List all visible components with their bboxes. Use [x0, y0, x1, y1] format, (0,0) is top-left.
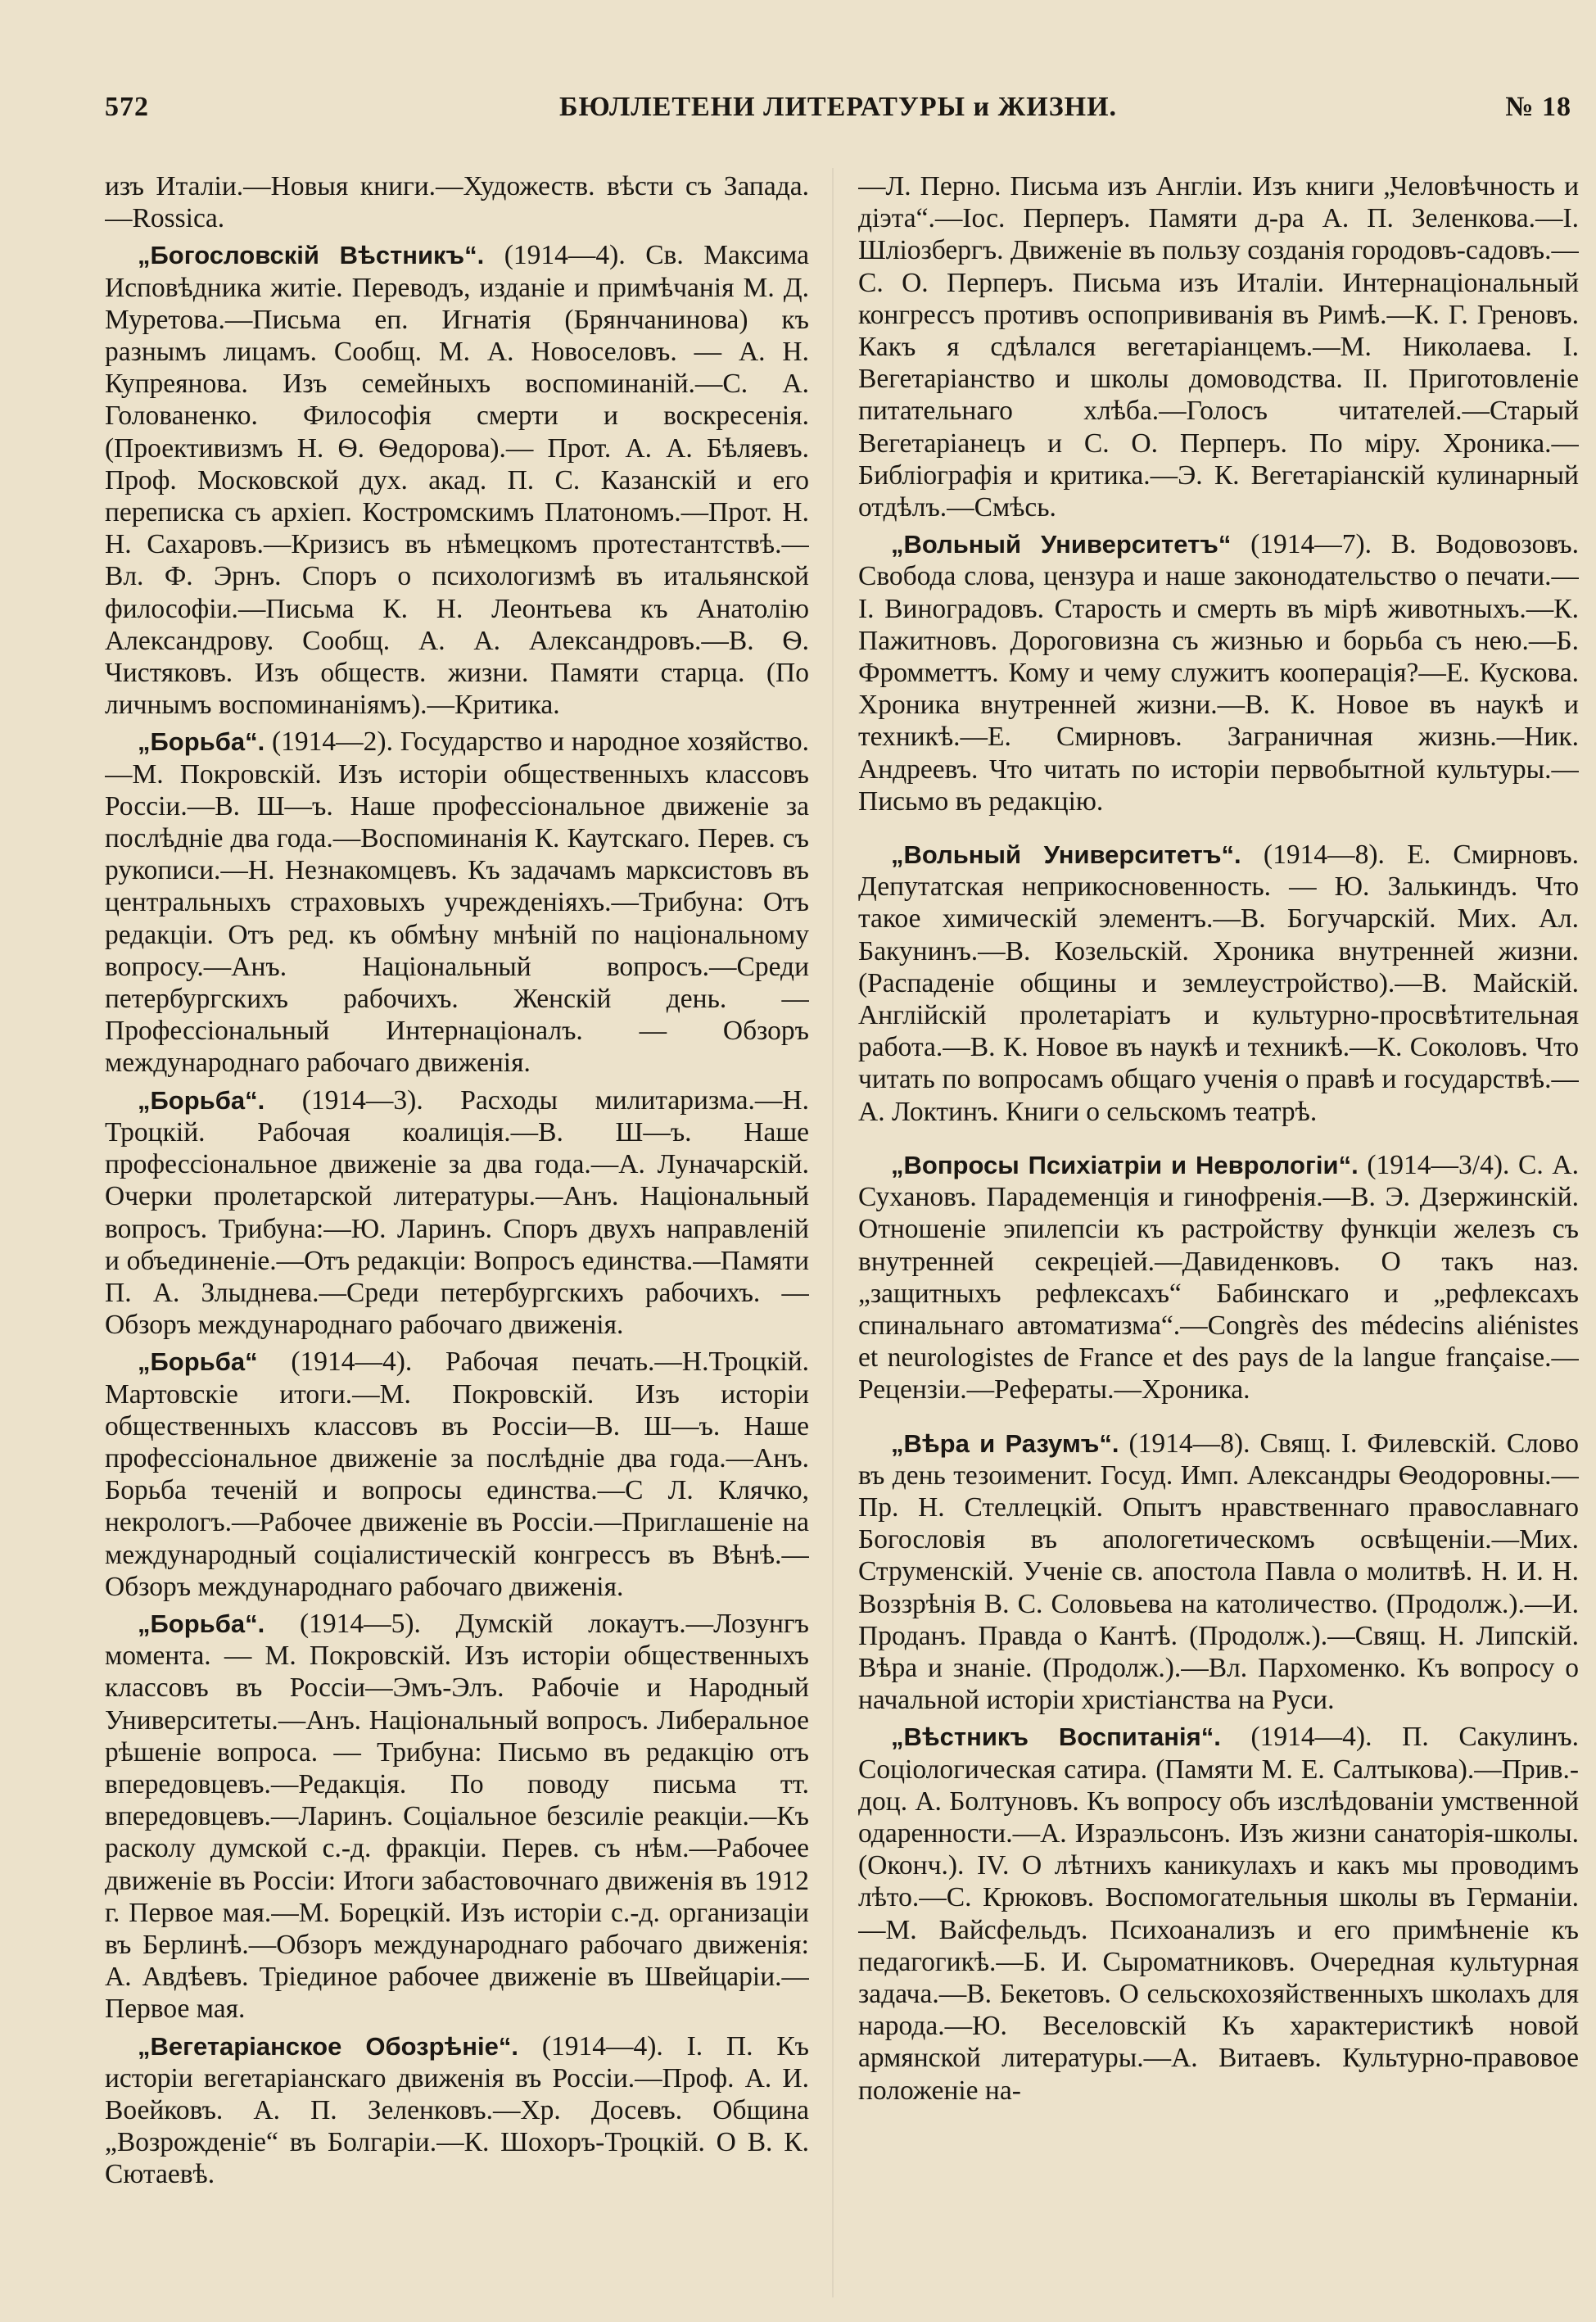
issue-number: № 18 [1505, 92, 1571, 122]
bibliography-entry [858, 528, 1579, 817]
journal-title: „Вольный Университетъ“. [891, 840, 1241, 870]
bibliography-entry [105, 2030, 809, 2191]
journal-title: „Борьба“. [138, 1085, 265, 1115]
bibliography-entry [858, 170, 1579, 523]
entry-contents: (1914—2). Государство и народное хозяйство.—М. Покровскій. Изъ исторіи общественныхъ классовъ Россіи.—В. Ш—ъ. Наше профессіональное движеніе за послѣдніе два года.—Воспоминанія К. Каутскаго. Перев. съ рукописи.—Н. Незнакомцевъ. Къ задачамъ марксистовъ въ центральныхъ страховыхъ учрежденіяхъ.—Трибуна: Отъ редакціи. Отъ ред. къ обмѣну мнѣній по національному вопросу.—Анъ. Національный вопросъ.—Среди петербургскихъ рабочихъ. Женскій день. — Профессіональный Интернаціоналъ. — Обзоръ международнаго рабочаго движенія. [105, 726, 809, 1079]
bibliography-entry [858, 839, 1579, 1128]
entry-contents: изъ Италіи.—Новыя книги.—Художеств. вѣсти съ Запада.—Rossica. [105, 171, 809, 234]
bibliography-entry [105, 1608, 809, 2026]
bibliography-entry [858, 1428, 1579, 1717]
bibliography-entry [858, 1721, 1579, 2106]
journal-title: „Вѣстникъ Воспитанія“. [891, 1722, 1221, 1752]
entry-contents: (1914—8). Свящ. І. Филевскій. Слово въ день тезоименит. Госуд. Имп. Александры Ѳеодоровны.—Пр. Н. Стеллецкій. Опытъ нравственнаго православнаго Богословія въ апологетическомъ освѣщеніи.—Мих. Струменскій. Ученіе св. апостола Павла о молитвѣ. Н. И. Н. Воззрѣнія В. С. Соловьева на католичество. (Продолж.).—И. Проданъ. Правда о Кантѣ. (Продолж.).—Свящ. Н. Липскій. Вѣра и знаніе. (Продолж.).—Вл. Пархоменко. Къ вопросу о начальной исторіи христіанства на Руси. [858, 1428, 1579, 1716]
entry-contents: (1914—4). Св. Максима Исповѣдника житіе. Переводъ, изданіе и примѣчанія М. Д. Муретова.—Письма еп. Игнатія (Брянчанинова) къ разнымъ лицамъ. Сообщ. М. А. Новоселовъ. — А. Н. Купреянова. Изъ семейныхъ воспоминаній.—С. А. Голованенко. Философія смерти и воскресенія. (Проективизмъ Н. Ѳ. Ѳедорова).— Прот. А. А. Бѣляевъ. Проф. Московской дух. акад. П. С. Казанскій и его переписка съ архіеп. Костромскимъ Платономъ.—Прот. Н. Н. Сахаровъ.—Кризисъ въ нѣмецкомъ протестантствѣ.—Вл. Ф. Эрнъ. Споръ о психологизмѣ въ итальянской философіи.—Письма К. Н. Леонтьева къ Анатолію Александрову. Сообщ. А. А. Александровъ.—В. Ѳ. Чистяковъ. Изъ обществ. жизни. Памяти старца. (По личнымъ воспоминаніямъ).—Критика. [105, 240, 809, 721]
running-title: БЮЛЛЕТЕНИ ЛИТЕРАТУРЫ и ЖИЗНИ. [558, 92, 1118, 122]
journal-title: „Борьба“ [138, 1347, 258, 1377]
entry-contents: (1914—7). В. Водовозовъ. Свобода слова, цензура и наше законодательство о печати.—І. Виноградовъ. Старость и смерть въ мірѣ животныхъ.—К. Пажитновъ. Дороговизна съ жизнью и борьба съ нею.—Б. Фромметтъ. Кому и чему служитъ кооперація?—Е. Кускова. Хроника внутренней жизни.—В. К. Новое въ наукѣ и техникѣ.—Е. Смирновъ. Заграничная жизнь.—Ник. Андреевъ. Что читать по исторіи первобытной культуры.—Письмо въ редакцію. [858, 529, 1579, 817]
bibliography-entry [105, 170, 809, 234]
entry-contents: (1914—5). Думскій локаутъ.—Лозунгъ момента. — М. Покровскій. Изъ исторіи общественныхъ классовъ въ Россіи—Эмъ-Элъ. Рабочіе и Народный Университеты.—Анъ. Національный вопросъ. Либеральное рѣшеніе вопроса. — Трибуна: Письмо въ редакцію отъ впередовцевъ.—Редакція. По поводу письма тт. впередовцевъ.—Ларинъ. Соціальное безсиліе реакціи.—Къ расколу думской с.-д. фракціи. Перев. съ нѣм.—Рабочее движеніе въ Россіи: Итоги забастовочнаго движенія въ 1912 г. Первое мая.—М. Борецкій. Изъ исторіи с.-д. организаціи въ Берлинѣ.—Обзоръ международнаго рабочаго движенія: А. Авдѣевъ. Тріединое рабочее движеніе въ Швейцаріи.—Первое мая. [105, 1608, 809, 2025]
entry-contents: (1914—4). П. Сакулинъ. Соціологическая сатира. (Памяти М. Е. Салтыкова).—Прив.-доц. А. Болтуновъ. Къ вопросу объ изслѣдованіи умственной одаренности.—А. Израэльсонъ. Изъ жизни санаторія-школы. (Оконч.). IV. О лѣтнихъ каникулахъ и какъ мы проводимъ лѣто.—С. Крюковъ. Воспомогательныя школы въ Германіи.—М. Вайсфельдъ. Психоанализъ и его примѣненіе къ педагогикѣ.—Б. И. Сыроматниковъ. Очередная культурная задача.—В. Бекетовъ. О сельскохозяйственныхъ школахъ для народа.—Ю. Веселовскій Къ характеристикѣ новой армянской литературы.—А. Витаевъ. Культурно-правовое положеніе на- [858, 1722, 1579, 2106]
journal-title: „Борьба“. [138, 727, 265, 757]
entry-contents: (1914—3/4). С. А. Сухановъ. Парадеменція и гинофренія.—В. Э. Дзержинскій. Отношеніе эпилепсіи къ растройству функціи железъ съ внутренней секреціей.—Давиденковъ. О такъ наз. „защитныхъ рефлексахъ“ Бабинскаго и „рефлексахъ спинальнаго автоматизма“.—Congrès des médecins aliénistes et neurologistes de France et des pays de la langue française.—Рецензіи.—Рефераты.—Хроника. [858, 1149, 1579, 1405]
page-header [105, 92, 1571, 139]
entry-contents: —Л. Перно. Письма изъ Англіи. Изъ книги „Человѣчность и діэта“.—Іос. Перперъ. Памяти д-ра А. П. Зеленкова.—І. Шлiозбергъ. Движеніе въ пользу созданія городовъ-садовъ.—С. О. Перперъ. Письма изъ Италіи. Интернаціональный конгрессъ противъ оспопрививанія въ Римѣ.—К. Г. Греновъ. Какъ я сдѣлался вегетаріанцемъ.—М. Николаева. І. Вегетаріанство и школы домоводства. II. Приготовленіе питательнаго хлѣба.—Голосъ читателей.—Старый Вегетаріанецъ и С. О. Перперъ. По міру. Хроника.—Библіографія и критика.—Э. К. Вегетаріанскій кулинарный отдѣлъ.—Смѣсь. [858, 171, 1579, 523]
column-divider [832, 168, 834, 2297]
bibliography-entry [105, 1084, 809, 1342]
bibliography-entry [858, 1149, 1579, 1406]
journal-title: „Вѣра и Разумъ“. [891, 1428, 1119, 1458]
journal-title: „Вопросы Психіатріи и Неврологіи“. [891, 1150, 1359, 1179]
bibliography-entry [105, 1346, 809, 1603]
right-column [858, 170, 1579, 2300]
bibliography-entry [105, 726, 809, 1079]
entry-contents: (1914—4). I. П. Къ исторіи вегетаріанскаго движенія въ Россіи.—Проф. А. И. Воейковъ. А. П. Зеленковъ.—Хр. Досевъ. Община „Возрожденіе“ въ Болгаріи.—К. Шохоръ-Троцкій. О В. К. Сютаевѣ. [105, 2030, 809, 2190]
journal-title: „Богословскій Вѣстникъ“. [138, 241, 485, 270]
journal-title: „Борьба“. [138, 1609, 265, 1638]
journal-title: „Вегетаріанское Обозрѣніе“. [138, 2031, 518, 2061]
entry-contents: (1914—3). Расходы милитаризма.—Н. Троцкій. Рабочая коалиція.—В. Ш—ъ. Наше профессіональное движеніе за два года.—А. Луначарскій. Очерки пролетарской литературы.—Анъ. Національный вопросъ. Трибуна:—Ю. Ларинъ. Споръ двухъ направленій и объединеніе.—Отъ редакціи: Вопросъ единства.—Памяти П. А. Злыднева.—Среди петербургскихъ рабочихъ. — Обзоръ международнаго рабочаго движенія. [105, 1084, 809, 1341]
bibliography-entry [105, 239, 809, 721]
entry-contents: (1914—8). Е. Смирновъ. Депутатская неприкосновенность. — Ю. Залькиндъ. Что такое химическій элементъ.—В. Богучарскій. Мих. Ал. Бакунинъ.—В. Козельскій. Хроника внутренней жизни. (Распаденіе общины и землеустройство).—В. Майскій. Англійскій пролетаріатъ и культурно-просвѣтительная работа.—В. К. Новое въ наукѣ и техникѣ.—К. Соколовъ. Что читать по вопросамъ общаго ученія о правѣ и государствѣ.—А. Локтинъ. Книги о сельскомъ театрѣ. [858, 840, 1579, 1127]
page-number: 572 [105, 92, 149, 122]
left-column [105, 170, 809, 2300]
journal-title: „Вольный Университетъ“ [891, 530, 1232, 559]
entry-contents: (1914—4). Рабочая печать.—Н.Троцкій. Мартовскіе итоги.—М. Покровскій. Изъ исторіи общественныхъ классовъ въ Россіи—В. Ш—ъ. Наше профессіональное движеніе за послѣдніе два года.—Анъ. Борьба теченій и вопросы единства.—С Л. Клячко, некрологъ.—Рабочее движеніе въ Россіи.—Приглашеніе на международный соціалистическій конгрессъ въ Вѣнѣ.—Обзоръ международнаго рабочаго движенія. [105, 1347, 809, 1602]
